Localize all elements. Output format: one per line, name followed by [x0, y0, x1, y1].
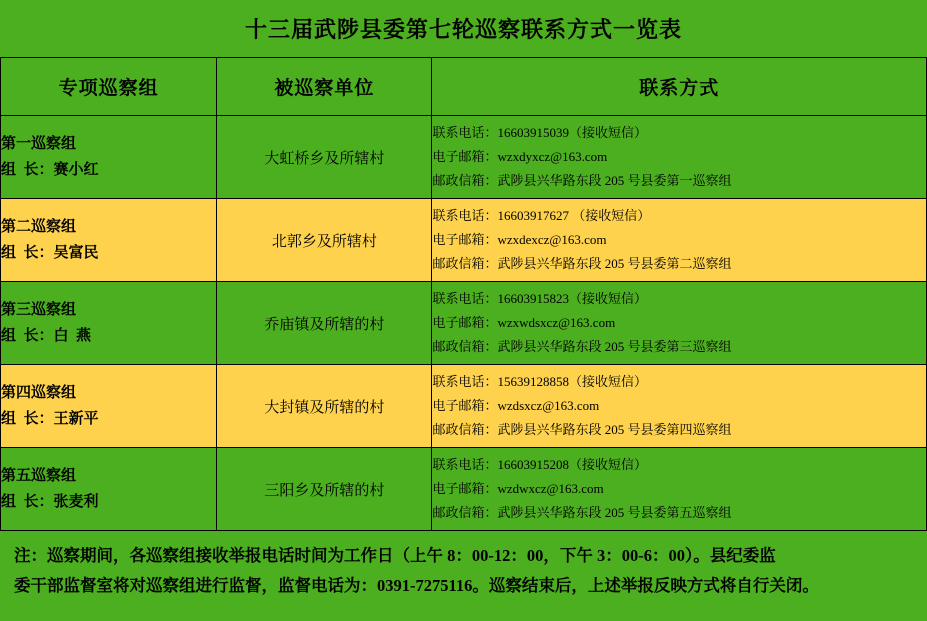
group-name: 第四巡察组: [1, 385, 77, 401]
footer-line-2: 委干部监督室将对巡察组进行监督，监督电话为：0391-7275116。巡察结束后，上述举报反映方式将自行关闭。: [14, 576, 819, 595]
group-leader: 组 长：张麦利: [1, 494, 99, 510]
contact-phone: 联系电话：16603915208（接收短信）: [432, 457, 647, 472]
contact-email: 电子邮箱：wzxdyxcz@163.com: [432, 149, 608, 164]
group-cell: [1, 116, 217, 199]
table-row: [1, 365, 927, 448]
footer-note: [0, 531, 927, 621]
group-name: 第二巡察组: [1, 219, 77, 235]
unit-cell: 大封镇及所辖的村: [217, 365, 432, 448]
group-leader: 组 长：王新平: [1, 411, 99, 427]
group-cell: [1, 282, 217, 365]
table-row: [1, 116, 927, 199]
contact-cell: [432, 365, 927, 448]
group-leader: 组 长：赛小红: [1, 162, 99, 178]
page-title: 十三届武陟县委第七轮巡察联系方式一览表: [244, 17, 682, 42]
contact-email: 电子邮箱：wzxwdsxcz@163.com: [432, 315, 616, 330]
table-body: [1, 116, 927, 531]
contact-phone: 联系电话：15639128858（接收短信）: [432, 374, 647, 389]
group-cell: [1, 365, 217, 448]
table-row: [1, 282, 927, 365]
footer-line-1: 注：巡察期间，各巡察组接收举报电话时间为工作日（上午 8：00-12：00，下午 3：00-6：00）。县纪委监: [14, 546, 776, 565]
contact-cell: [432, 282, 927, 365]
contact-mail: 邮政信箱：武陟县兴华路东段 205 号县委第三巡察组: [432, 339, 732, 354]
contact-mail: 邮政信箱：武陟县兴华路东段 205 号县委第二巡察组: [432, 256, 732, 271]
contact-cell: [432, 116, 927, 199]
contact-phone: 联系电话：16603915039（接收短信）: [432, 125, 647, 140]
group-name: 第三巡察组: [1, 302, 77, 318]
table-header: [1, 58, 927, 116]
column-header-contact: 联系方式: [432, 58, 927, 116]
unit-cell: 北郭乡及所辖村: [217, 199, 432, 282]
contact-email: 电子邮箱：wzxdexcz@163.com: [432, 232, 607, 247]
table-row: [1, 448, 927, 531]
group-cell: [1, 199, 217, 282]
group-name: 第五巡察组: [1, 468, 77, 484]
group-cell: [1, 448, 217, 531]
contact-mail: 邮政信箱：武陟县兴华路东段 205 号县委第一巡察组: [432, 173, 732, 188]
unit-cell: 乔庙镇及所辖的村: [217, 282, 432, 365]
contact-email: 电子邮箱：wzdwxcz@163.com: [432, 481, 604, 496]
group-leader: 组 长：白 燕: [1, 328, 92, 344]
table-header-row: [1, 58, 927, 116]
unit-cell: 大虹桥乡及所辖村: [217, 116, 432, 199]
group-leader: 组 长：吴富民: [1, 245, 99, 261]
contact-cell: [432, 199, 927, 282]
contact-phone: 联系电话：16603915823（接收短信）: [432, 291, 647, 306]
table-row: [1, 199, 927, 282]
document-title-bar: [0, 0, 927, 57]
contact-email: 电子邮箱：wzdsxcz@163.com: [432, 398, 600, 413]
contact-cell: [432, 448, 927, 531]
column-header-group: 专项巡察组: [1, 58, 217, 116]
contact-table: [0, 57, 927, 531]
group-name: 第一巡察组: [1, 136, 77, 152]
column-header-unit: 被巡察单位: [217, 58, 432, 116]
contact-mail: 邮政信箱：武陟县兴华路东段 205 号县委第四巡察组: [432, 422, 732, 437]
contact-mail: 邮政信箱：武陟县兴华路东段 205 号县委第五巡察组: [432, 505, 732, 520]
unit-cell: 三阳乡及所辖的村: [217, 448, 432, 531]
contact-phone: 联系电话：16603917627 （接收短信）: [432, 208, 651, 223]
